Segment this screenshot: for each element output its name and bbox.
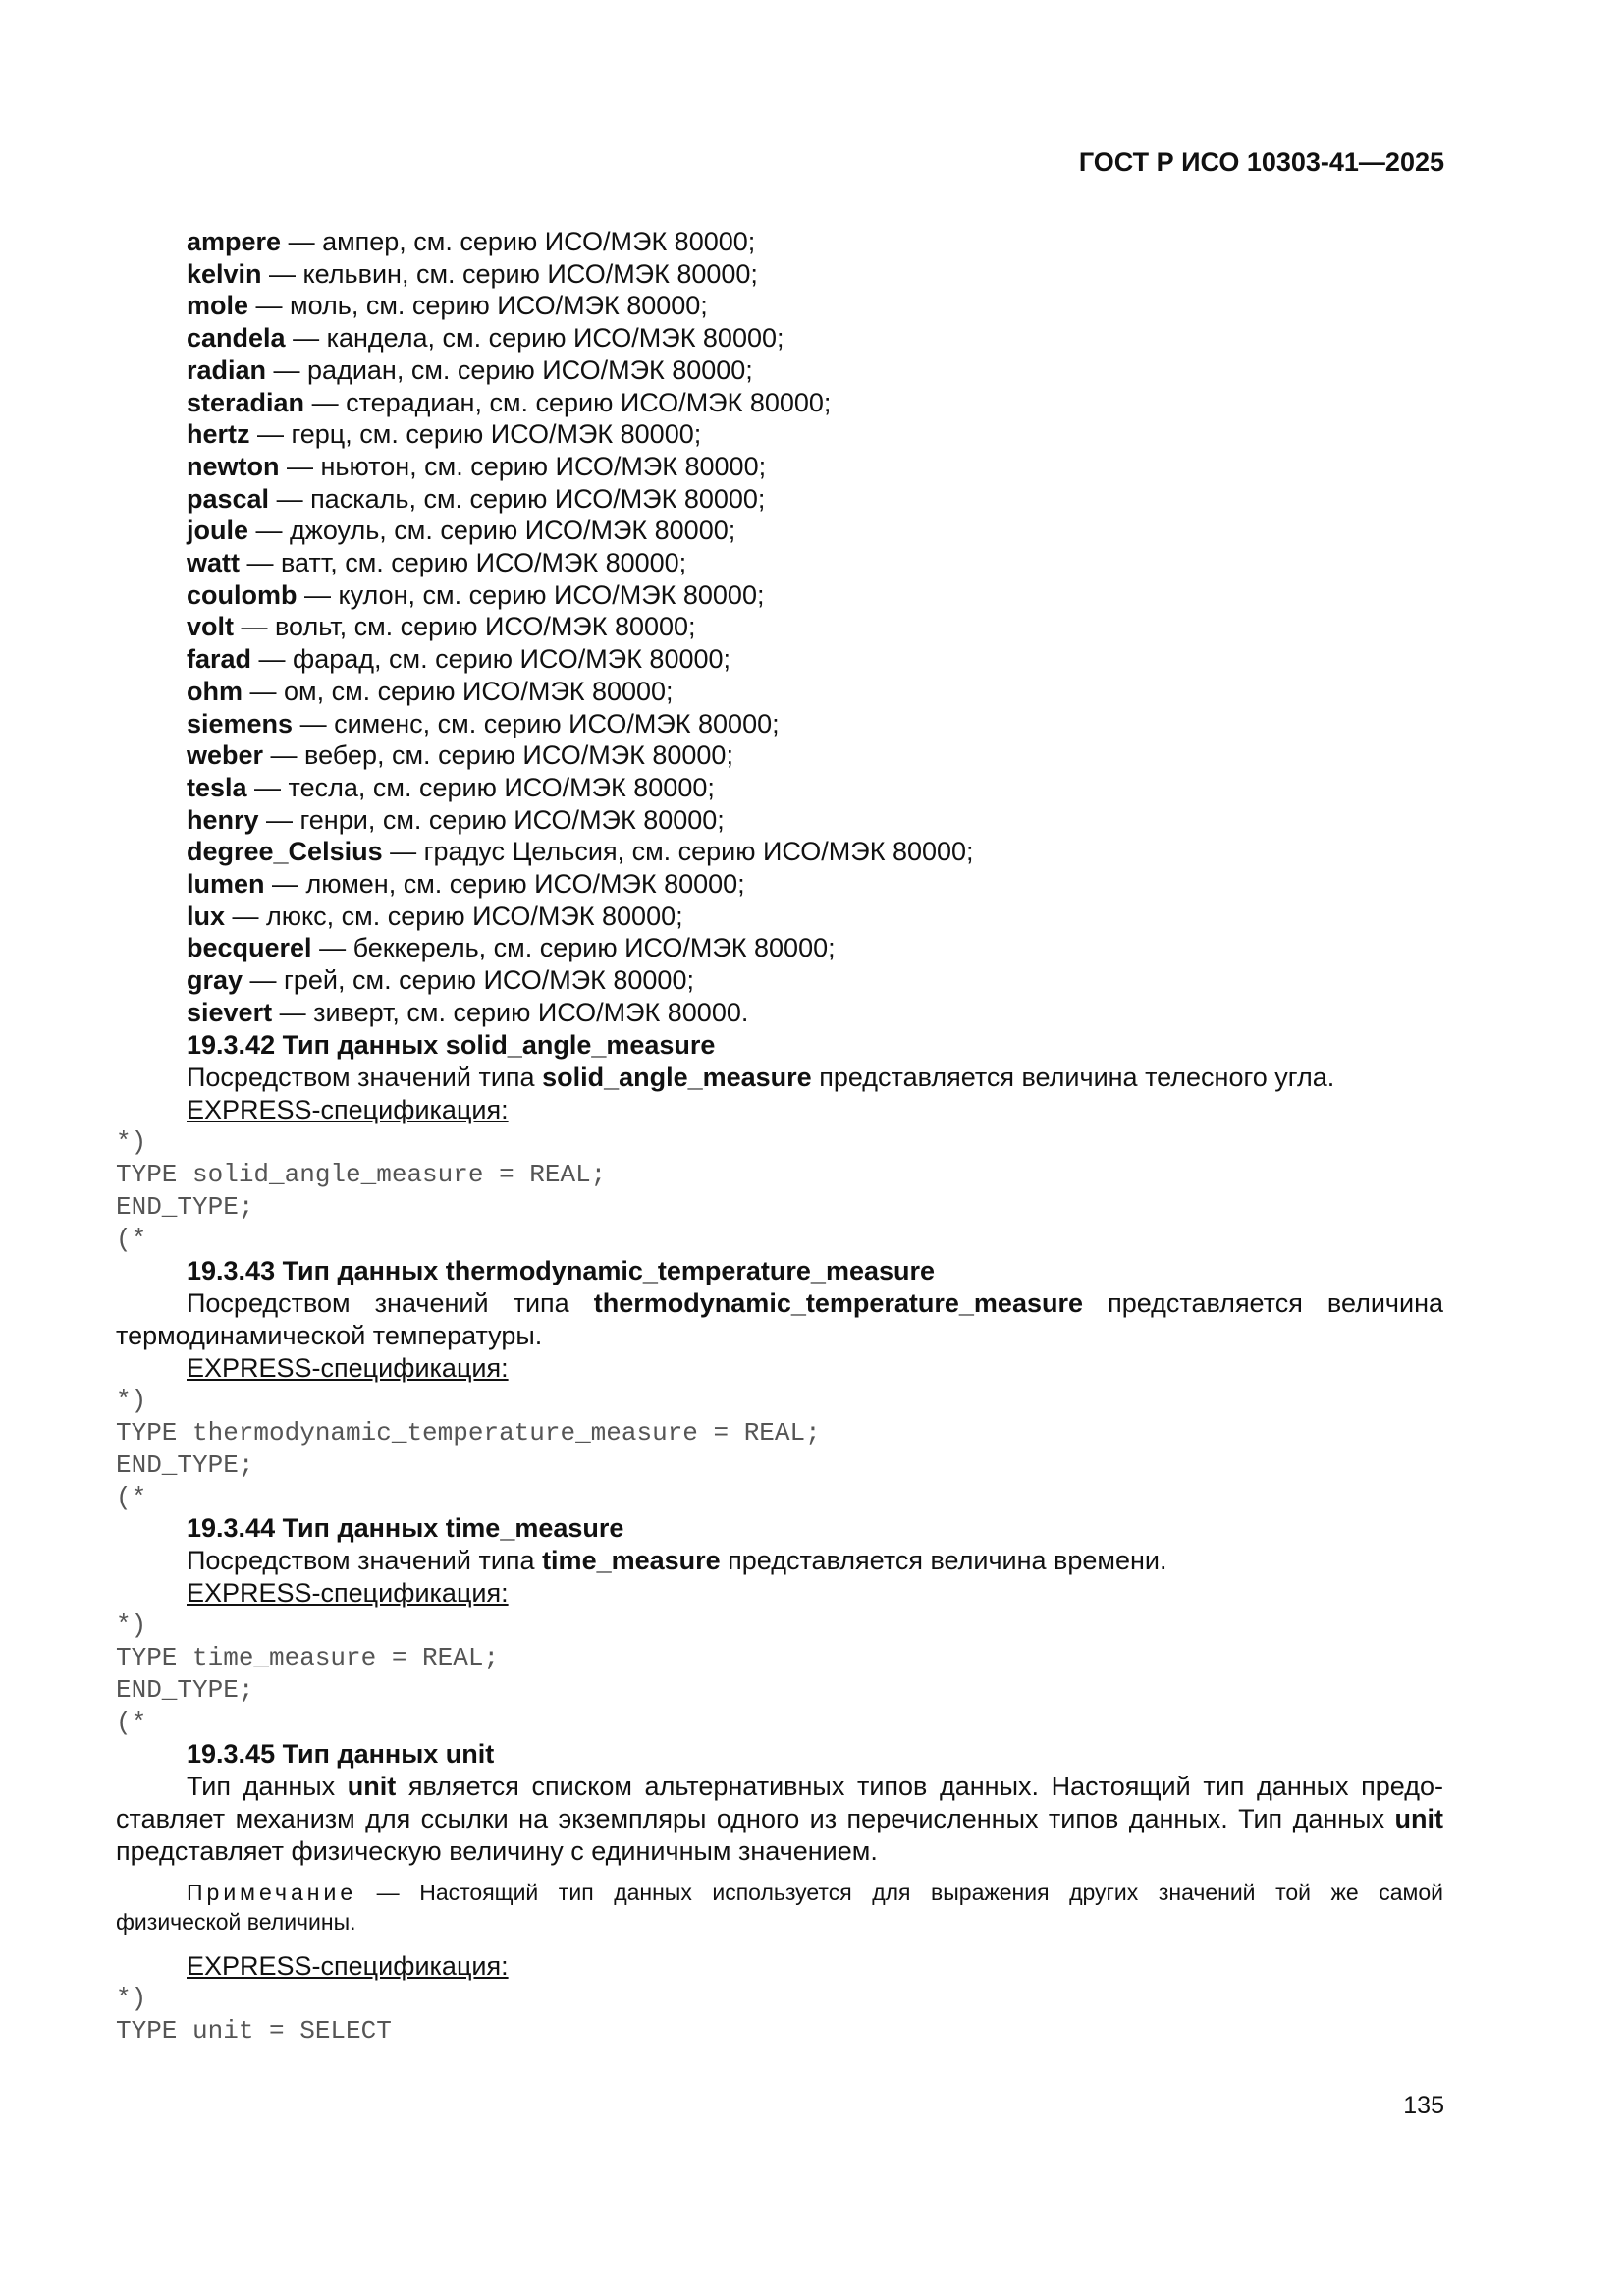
- code-line: END_TYPE;: [116, 1675, 254, 1705]
- unit-list-item: [187, 579, 974, 612]
- unit-description: — вебер, см. серию ИСО/МЭК 80000;: [263, 740, 733, 771]
- unit-description: — кулон, см. серию ИСО/МЭК 80000;: [297, 579, 765, 610]
- section-heading: 19.3.45 Тип данных unit: [187, 1739, 495, 1769]
- unit-list-item: [187, 483, 974, 516]
- unit-list-item: [187, 258, 974, 291]
- express-spec-label: EXPRESS-спецификация:: [187, 1951, 509, 1981]
- unit-description: — ом, см. серию ИСО/МЭК 80000;: [243, 676, 674, 706]
- code-line: *): [116, 1611, 147, 1640]
- unit-list-item: [187, 643, 974, 676]
- unit-description: — ньютон, см. серию ИСО/МЭК 80000;: [279, 451, 767, 481]
- unit-list-item: [187, 868, 974, 901]
- unit-term: siemens: [187, 708, 294, 738]
- unit-description: — джоуль, см. серию ИСО/МЭК 80000;: [248, 516, 736, 546]
- code-line: *): [116, 1386, 147, 1415]
- unit-description: — герц, см. серию ИСО/МЭК 80000;: [249, 419, 702, 450]
- section-heading: 19.3.42 Тип данных solid_angle_measure: [187, 1030, 716, 1060]
- unit-term: pascal: [187, 483, 270, 514]
- unit-term: ohm: [187, 676, 243, 706]
- unit-list-item: [187, 322, 974, 355]
- unit-term: watt: [187, 548, 240, 578]
- unit-list-item: [187, 804, 974, 837]
- unit-description: — стерадиан, см. серию ИСО/МЭК 80000;: [304, 387, 832, 417]
- unit-term: kelvin: [187, 258, 262, 289]
- unit-term: farad: [187, 644, 252, 675]
- unit-list-item: [187, 932, 974, 964]
- unit-description: — генри, см. серию ИСО/МЭК 80000;: [258, 804, 725, 835]
- units-list: [187, 226, 974, 1029]
- section-paragraph: Посредством значений типа solid_angle_measure представляется величина телесного угла.: [187, 1063, 1335, 1092]
- unit-term: becquerel: [187, 933, 312, 963]
- unit-term: degree_Celsius: [187, 837, 383, 867]
- unit-list-item: [187, 901, 974, 933]
- unit-term: volt: [187, 612, 235, 642]
- section-heading: 19.3.44 Тип данных time_measure: [187, 1513, 624, 1543]
- unit-description: — вольт, см. серию ИСО/МЭК 80000;: [234, 612, 696, 642]
- unit-description: — беккерель, см. серию ИСО/МЭК 80000;: [311, 933, 836, 963]
- unit-term: mole: [187, 291, 249, 321]
- code-line: TYPE thermodynamic_temperature_measure = REAL;: [116, 1418, 821, 1448]
- unit-description: — ватт, см. серию ИСО/МЭК 80000;: [240, 548, 687, 578]
- section-19-3-43: [116, 1255, 1443, 1514]
- unit-term: gray: [187, 965, 243, 996]
- unit-description: — градус Цельсия, см. серию ИСО/МЭК 80000;: [382, 837, 974, 867]
- section-paragraph-line: Посредством значений типа thermodynamic_temperature_measure представляется величина: [187, 1288, 1444, 1318]
- section-paragraph-line: ставляет механизм для ссылки на экземпляры одного из перечисленных типов данных. Тип данных unit: [116, 1804, 1443, 1833]
- unit-term: lumen: [187, 869, 265, 900]
- code-line: END_TYPE;: [116, 1192, 254, 1222]
- code-line: TYPE solid_angle_measure = REAL;: [116, 1160, 607, 1189]
- unit-term: henry: [187, 804, 259, 835]
- express-spec-label: EXPRESS-спецификация:: [187, 1578, 509, 1608]
- unit-list-item: [187, 836, 974, 868]
- unit-list-item: [187, 547, 974, 579]
- express-spec-label: EXPRESS-спецификация:: [187, 1353, 509, 1383]
- document-header: ГОСТ Р ИСО 10303-41—2025: [1078, 147, 1444, 177]
- section-paragraph-line: термодинамической температуры.: [116, 1321, 543, 1350]
- unit-list-item: [187, 772, 974, 804]
- unit-description: — кандела, см. серию ИСО/МЭК 80000;: [285, 323, 784, 354]
- unit-term: weber: [187, 740, 264, 771]
- unit-list-item: [187, 739, 974, 772]
- code-line: TYPE unit = SELECT: [116, 2016, 392, 2046]
- unit-list-item: [187, 387, 974, 419]
- unit-list-item: [187, 355, 974, 387]
- unit-list-item: [187, 418, 974, 451]
- unit-description: — грей, см. серию ИСО/МЭК 80000;: [243, 965, 694, 996]
- unit-description: — люмен, см. серию ИСО/МЭК 80000;: [264, 869, 745, 900]
- unit-list-item: [187, 226, 974, 258]
- unit-description: — люкс, см. серию ИСО/МЭК 80000;: [225, 901, 683, 931]
- code-line: END_TYPE;: [116, 1450, 254, 1480]
- code-line: *): [116, 1127, 147, 1157]
- unit-list-item: [187, 676, 974, 708]
- section-paragraph-line: представляет физическую величину с единичным значением.: [116, 1836, 878, 1866]
- unit-term: tesla: [187, 772, 247, 802]
- unit-list-item: [187, 611, 974, 643]
- unit-term: lux: [187, 901, 226, 931]
- section-heading: 19.3.43 Тип данных thermodynamic_temperature_measure: [187, 1256, 936, 1285]
- express-spec-label: EXPRESS-спецификация:: [187, 1095, 509, 1124]
- unit-list-item: [187, 708, 974, 740]
- unit-description: — тесла, см. серию ИСО/МЭК 80000;: [246, 772, 715, 802]
- code-line: (*: [116, 1225, 147, 1254]
- code-line: (*: [116, 1708, 147, 1737]
- section-19-3-42: [116, 1029, 1443, 1256]
- unit-description: — фарад, см. серию ИСО/МЭК 80000;: [251, 644, 731, 675]
- unit-term: joule: [187, 516, 249, 546]
- unit-term: coulomb: [187, 579, 298, 610]
- section-19-3-44: [116, 1512, 1443, 1739]
- unit-description: — сименс, см. серию ИСО/МЭК 80000;: [293, 708, 780, 738]
- unit-description: — паскаль, см. серию ИСО/МЭК 80000;: [269, 483, 766, 514]
- note-line: физической величины.: [116, 1909, 356, 1935]
- unit-list-item: [187, 451, 974, 483]
- unit-term: candela: [187, 323, 286, 354]
- page-number: 135: [1403, 2092, 1444, 2119]
- section-paragraph: Посредством значений типа time_measure представляется величина времени.: [187, 1546, 1167, 1575]
- unit-description: — ампер, см. серию ИСО/МЭК 80000;: [281, 227, 756, 256]
- code-line: (*: [116, 1483, 147, 1512]
- note-line: Примечание — Настоящий тип данных используется для выражения других значений той же самой: [187, 1880, 1443, 1905]
- unit-description: — зиверт, см. серию ИСО/МЭК 80000.: [272, 997, 749, 1027]
- note-label: Примечание: [187, 1880, 357, 1905]
- unit-term: newton: [187, 451, 280, 481]
- code-line: *): [116, 1984, 147, 2013]
- code-line: TYPE time_measure = REAL;: [116, 1643, 500, 1672]
- section-19-3-45: [116, 1738, 1443, 2048]
- unit-term: radian: [187, 355, 267, 385]
- unit-description: — моль, см. серию ИСО/МЭК 80000;: [248, 291, 708, 321]
- unit-term: ampere: [187, 227, 282, 256]
- unit-term: hertz: [187, 419, 250, 450]
- unit-term: sievert: [187, 997, 273, 1027]
- unit-list-item: [187, 515, 974, 547]
- unit-description: — радиан, см. серию ИСО/МЭК 80000;: [266, 355, 753, 385]
- unit-list-item: [187, 290, 974, 322]
- section-paragraph-line: Тип данных unit является списком альтернативных типов данных. Настоящий тип данных предо-: [187, 1772, 1443, 1801]
- unit-list-item: [187, 964, 974, 997]
- unit-description: — кельвин, см. серию ИСО/МЭК 80000;: [261, 258, 758, 289]
- unit-term: steradian: [187, 387, 305, 417]
- unit-list-item: [187, 997, 974, 1029]
